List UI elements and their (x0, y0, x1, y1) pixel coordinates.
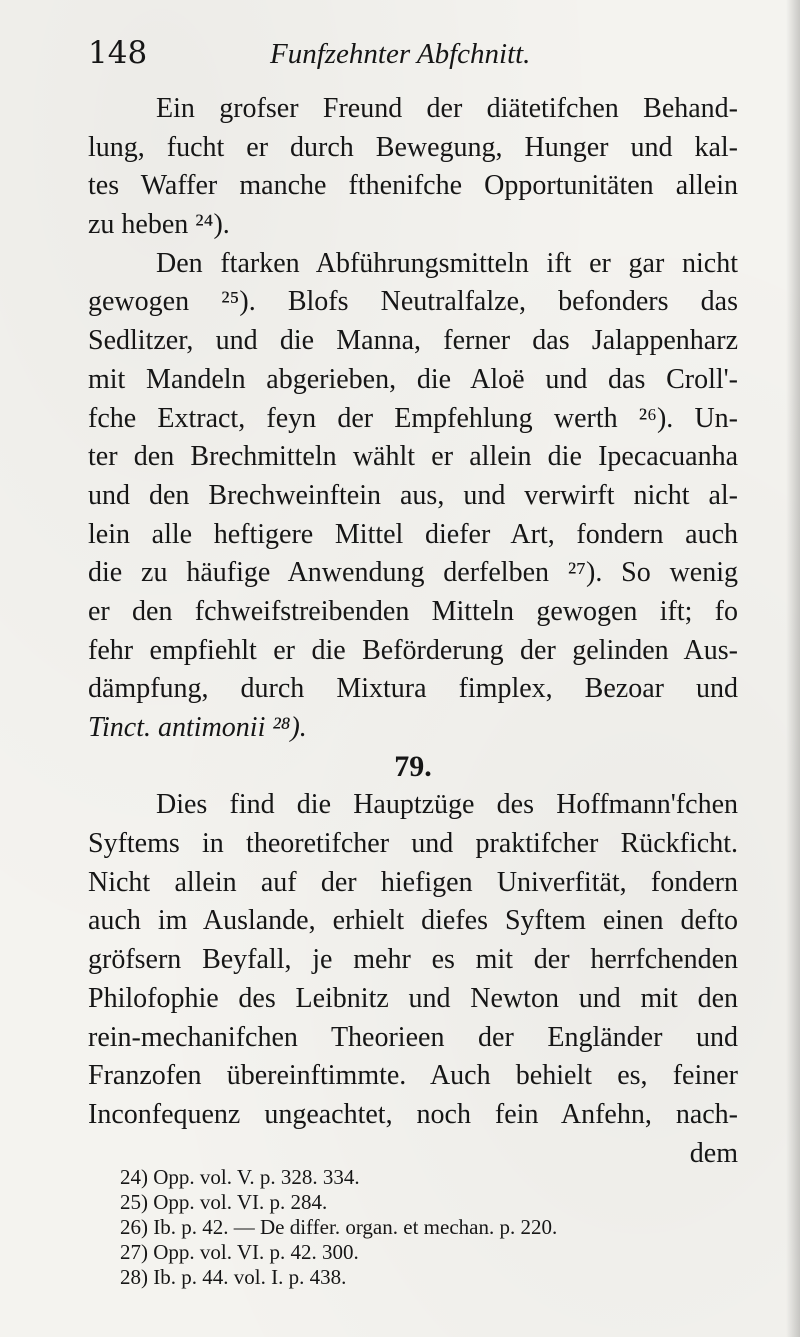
section-number: 79. (394, 749, 432, 783)
text-line: Sedlitzer, und die Manna, ferner das Jalappenharz (88, 325, 738, 357)
text-line: Syftems in theoretifcher und praktifcher Rückficht. (88, 828, 738, 860)
text-line: lung, fucht er durch Bewegung, Hunger und kal- (88, 131, 738, 163)
text-line: mit Mandeln abgerieben, die Aloë und das Croll'- (88, 363, 738, 395)
text-line: Ein grofser Freund der diätetifchen Behand- (156, 93, 738, 124)
page-number: 148 (88, 35, 148, 71)
text-line: rein-mechanifchen Theorieen der Engländer und (88, 1021, 738, 1053)
text-line: fche Extract, feyn der Empfehlung werth ²⁶). Un- (88, 402, 738, 434)
text-line: gröfsern Beyfall, je mehr es mit der herrfchenden (88, 944, 738, 976)
text-line: Nicht allein auf der hiefigen Univerfität, fondern (88, 866, 738, 898)
text-line: die zu häufige Anwendung derfelben ²⁷). So wenig (88, 557, 738, 589)
footnote: 28) Ib. p. 44. vol. I. p. 438. (120, 1265, 347, 1289)
text-line: Philofophie des Leibnitz und Newton und mit den (88, 982, 738, 1014)
text-line: zu heben ²⁴). (88, 209, 230, 241)
text-line: Den ftarken Abführungsmitteln ift er gar nicht (156, 247, 738, 279)
text-line: Dies find die Hauptzüge des Hoffmann'fchen (156, 789, 738, 821)
text-line: Inconfequenz ungeachtet, noch fein Anfehn, nach- (88, 1098, 738, 1130)
text-line: dämpfung, durch Mixtura fimplex, Bezoar und (88, 673, 738, 705)
footnote: 26) Ib. p. 42. — De differ. organ. et mechan. p. 220. (120, 1215, 558, 1239)
text-line: Tinct. antimonii ²⁸). (88, 712, 307, 743)
text-line: Franzofen übereinftimmte. Auch behielt es, feiner (88, 1060, 738, 1092)
text-line: und den Brechweinftein aus, und verwirft nicht al- (88, 479, 738, 511)
footnote: 25) Opp. vol. VI. p. 284. (120, 1190, 328, 1214)
text-line: er den fchweifstreibenden Mitteln gewogen ift; fo (88, 595, 738, 627)
body-text (88, 90, 738, 1173)
footnotes (120, 1165, 740, 1290)
text-line: tes Waffer manche fthenifche Opportunitäten allein (88, 170, 738, 202)
footnote: 24) Opp. vol. V. p. 328. 334. (120, 1165, 360, 1189)
running-head: Funfzehnter Abfchnitt. (270, 38, 531, 70)
text-line: auch im Auslande, erhielt diefes Syftem einen defto (88, 905, 738, 937)
text-line: ter den Brechmitteln wählt er allein die Ipecacuanha (88, 441, 738, 473)
text-line: gewogen ²⁵). Blofs Neutralfalze, befonders das (88, 286, 738, 318)
page-edge-shadow (786, 0, 800, 1337)
text-line: fehr empfiehlt er die Beförderung der gelinden Aus- (88, 634, 738, 666)
page-header (88, 33, 738, 73)
footnote: 27) Opp. vol. VI. p. 42. 300. (120, 1240, 359, 1264)
text-line: lein alle heftigere Mittel diefer Art, fondern auch (88, 518, 738, 550)
catchword: dem (689, 1137, 738, 1169)
